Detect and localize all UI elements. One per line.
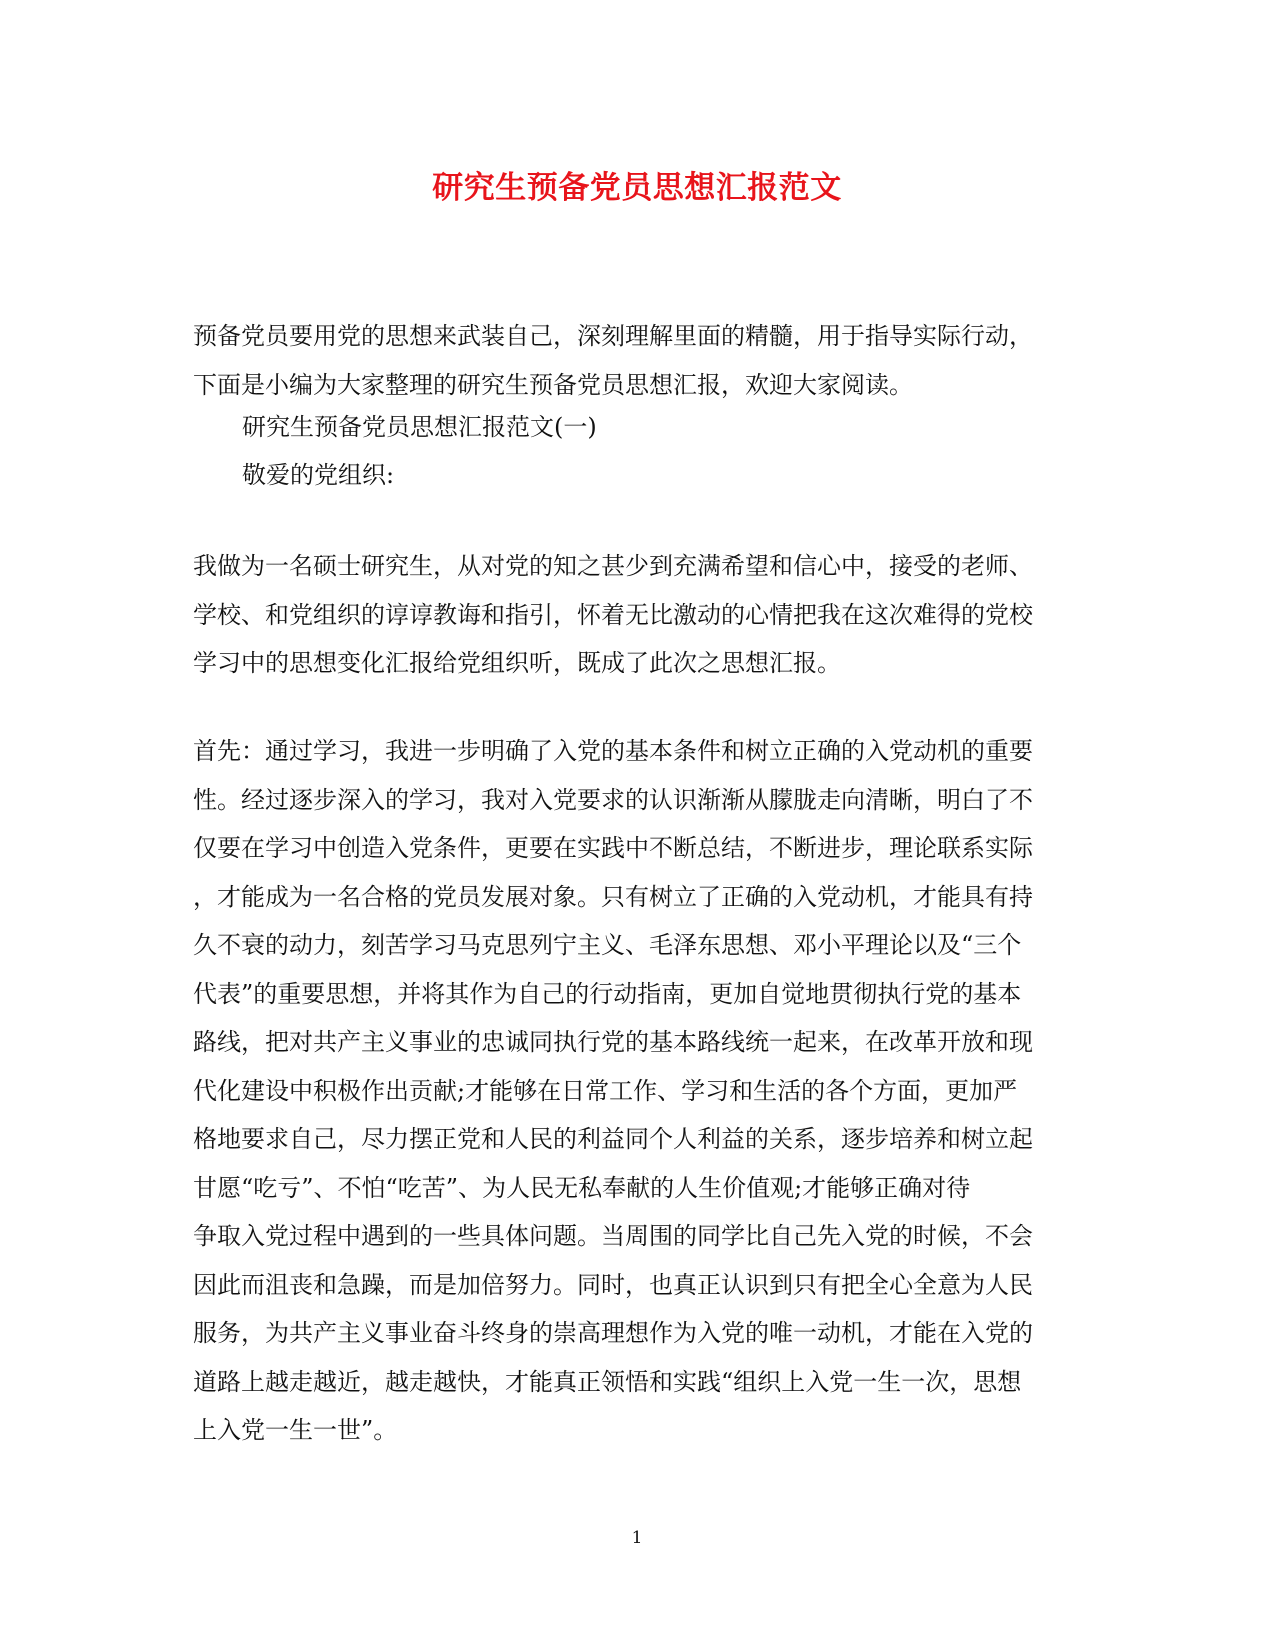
section-subheading: 研究生预备党员思想汇报范文(一) [242,413,597,441]
paragraph-line: 仅要在学习中创造入党条件，更要在实践中不断总结，不断进步，理论联系实际 [193,834,1033,862]
paragraph-line: 争取入党过程中遇到的一些具体问题。当周围的同学比自己先入党的时候，不会 [193,1222,1033,1250]
paragraph-2 [193,727,1073,1455]
paragraph-line: 首先：通过学习，我进一步明确了入党的基本条件和树立正确的入党动机的重要 [193,737,1033,765]
document-title: 研究生预备党员思想汇报范文 [432,170,842,206]
paragraph-line: 格地要求自己，尽力摆正党和人民的利益同个人利益的关系，逐步培养和树立起 [193,1125,1033,1153]
paragraph-line: 久不衰的动力，刻苦学习马克思列宁主义、毛泽东思想、邓小平理论以及“三个 [193,931,1022,959]
paragraph-line: 学校、和党组织的谆谆教诲和指引，怀着无比激动的心情把我在这次难得的党校 [193,600,1033,629]
paragraph-line: 甘愿“吃亏”、不怕“吃苦”、为人民无私奉献的人生价值观;才能够正确对待 [193,1173,971,1202]
paragraph-line: 道路上越走越近，越走越快，才能真正领悟和实践“组织上入党一生一次，思想 [193,1367,1022,1396]
paragraph-line: 代表”的重要思想，并将其作为自己的行动指南，更加自觉地贯彻执行党的基本 [193,979,1022,1008]
paragraph-line: 上入党一生一世”。 [193,1416,398,1444]
paragraph-line: 代化建设中积极作出贡献;才能够在日常工作、学习和生活的各个方面，更加严 [193,1076,1018,1105]
paragraph-line: 我做为一名硕士研究生，从对党的知之甚少到充满希望和信心中，接受的老师、 [193,552,1033,580]
intro-paragraph [193,312,1073,409]
paragraph-line: 服务，为共产主义事业奋斗终身的崇高理想作为入党的唯一动机，才能在入党的 [193,1319,1033,1347]
intro-line: 预备党员要用党的思想来武装自己，深刻理解里面的精髓，用于指导实际行动， [193,322,1033,350]
paragraph-line: 性。经过逐步深入的学习，我对入党要求的认识渐渐从朦胧走向清晰，明白了不 [193,785,1033,814]
intro-line: 下面是小编为大家整理的研究生预备党员思想汇报，欢迎大家阅读。 [193,370,913,399]
paragraph-line: 学习中的思想变化汇报给党组织听，既成了此次之思想汇报。 [193,649,841,677]
page-number: 1 [631,1528,643,1548]
paragraph-line: 因此而沮丧和急躁，而是加倍努力。同时，也真正认识到只有把全心全意为人民 [193,1270,1033,1299]
paragraph-line: 路线，把对共产主义事业的忠诚同执行党的基本路线统一起来，在改革开放和现 [193,1028,1033,1056]
paragraph-1 [193,542,1073,688]
salutation: 敬爱的党组织: [242,461,395,489]
paragraph-line: ，才能成为一名合格的党员发展对象。只有树立了正确的入党动机，才能具有持 [193,882,1033,911]
